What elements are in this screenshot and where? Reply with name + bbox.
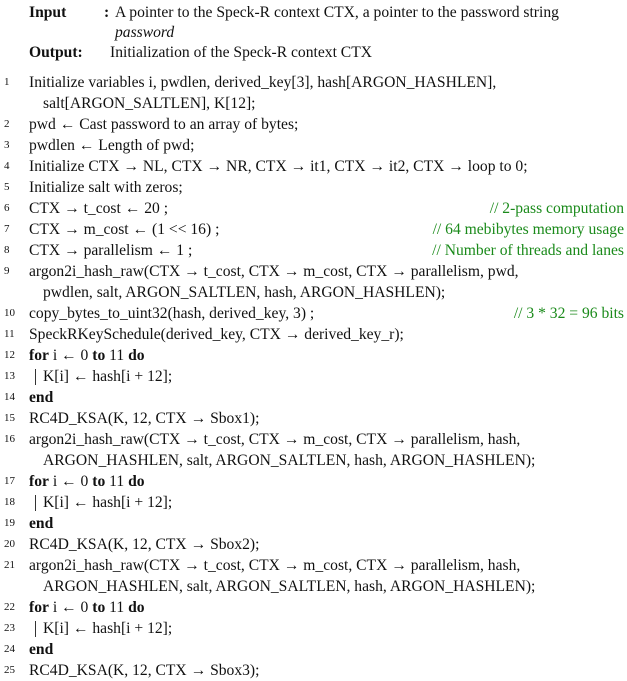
algorithm-line bbox=[0, 618, 627, 639]
input-text-line-1: A pointer to the Speck-R context CTX, a pointer to the password string bbox=[115, 4, 559, 21]
line-number: 3 bbox=[4, 139, 10, 151]
line-code bbox=[43, 282, 445, 303]
line-code bbox=[29, 240, 192, 261]
line-number: 15 bbox=[4, 412, 15, 424]
line-code bbox=[43, 93, 256, 114]
code-text: K[i] ← hash[i + 12]; bbox=[43, 620, 173, 637]
line-number: 13 bbox=[4, 370, 15, 382]
line-code bbox=[29, 597, 145, 618]
line-number: 5 bbox=[4, 181, 10, 193]
line-code bbox=[29, 513, 53, 534]
code-text: argon2i_hash_raw(CTX → t_cost, CTX → m_cost, CTX → parallelism, hash, bbox=[29, 557, 521, 574]
line-number: 14 bbox=[4, 391, 15, 403]
algorithm-line bbox=[0, 387, 627, 408]
code-text: K[i] ← hash[i + 12]; bbox=[43, 494, 173, 511]
output-row bbox=[0, 42, 627, 63]
line-number: 19 bbox=[4, 517, 15, 529]
line-number: 1 bbox=[4, 76, 10, 88]
keyword: for bbox=[29, 473, 49, 490]
algorithm-line bbox=[0, 450, 627, 471]
line-number: 6 bbox=[4, 202, 10, 214]
line-number: 11 bbox=[4, 328, 15, 340]
algorithm-line bbox=[0, 198, 627, 219]
line-comment: // Number of threads and lanes bbox=[432, 242, 624, 259]
code-text: pwdlen, salt, ARGON_SALTLEN, hash, ARGON_HASHLEN); bbox=[43, 284, 446, 301]
code-text: i ← 0 bbox=[48, 473, 93, 490]
block-bar bbox=[35, 369, 36, 385]
line-code bbox=[43, 492, 172, 513]
algorithm-line bbox=[0, 660, 627, 681]
line-number: 17 bbox=[4, 475, 15, 487]
line-code bbox=[43, 618, 172, 639]
algorithm-line bbox=[0, 261, 627, 282]
keyword: end bbox=[29, 389, 54, 406]
code-text: i ← 0 bbox=[48, 347, 93, 364]
line-number: 12 bbox=[4, 349, 15, 361]
line-number: 2 bbox=[4, 118, 10, 130]
line-code bbox=[29, 114, 298, 135]
algorithm-line bbox=[0, 408, 627, 429]
algorithm-line bbox=[0, 240, 627, 261]
line-code bbox=[29, 198, 168, 219]
code-text: RC4D_KSA(K, 12, CTX → Sbox3); bbox=[29, 662, 260, 679]
line-code bbox=[29, 261, 519, 282]
code-text: Initialize variables i, pwdlen, derived_key[3], hash[ARGON_HASHLEN], bbox=[29, 74, 497, 91]
code-text: RC4D_KSA(K, 12, CTX → Sbox1); bbox=[29, 410, 260, 427]
algorithm-line bbox=[0, 282, 627, 303]
code-text: ARGON_HASHLEN, salt, ARGON_SALTLEN, hash, ARGON_HASHLEN); bbox=[43, 578, 536, 595]
output-text: Initialization of the Speck-R context CTX bbox=[110, 44, 372, 61]
algorithm-line bbox=[0, 156, 627, 177]
line-number: 16 bbox=[4, 433, 15, 445]
line-number: 10 bbox=[4, 307, 15, 319]
code-text: 11 bbox=[105, 347, 129, 364]
code-text: SpeckRKeySchedule(derived_key, CTX → derived_key_r); bbox=[29, 326, 404, 343]
algorithm-line bbox=[0, 366, 627, 387]
code-text: argon2i_hash_raw(CTX → t_cost, CTX → m_cost, CTX → parallelism, hash, bbox=[29, 431, 521, 448]
line-code bbox=[29, 429, 520, 450]
line-comment: // 64 mebibytes memory usage bbox=[432, 221, 624, 238]
keyword: to bbox=[92, 473, 106, 490]
line-code bbox=[29, 471, 145, 492]
line-code bbox=[29, 324, 404, 345]
algorithm-line bbox=[0, 492, 627, 513]
block-bar bbox=[35, 621, 36, 637]
output-label: Output: bbox=[29, 44, 83, 61]
algorithm-line bbox=[0, 429, 627, 450]
line-code bbox=[29, 660, 259, 681]
line-code bbox=[43, 366, 172, 387]
code-text: pwd ← Cast password to an array of bytes; bbox=[29, 116, 299, 133]
line-code bbox=[29, 72, 496, 93]
algorithm-line bbox=[0, 324, 627, 345]
algorithm-line bbox=[0, 513, 627, 534]
line-number: 25 bbox=[4, 664, 15, 676]
line-code bbox=[29, 639, 53, 660]
input-row-cont bbox=[0, 22, 627, 43]
keyword: for bbox=[29, 599, 49, 616]
code-text: CTX → parallelism ← 1 ; bbox=[29, 242, 193, 259]
algorithm-line bbox=[0, 576, 627, 597]
code-text: i ← 0 bbox=[48, 599, 93, 616]
code-text: 11 bbox=[105, 599, 129, 616]
code-text: CTX → t_cost ← 20 ; bbox=[29, 200, 169, 217]
line-number: 24 bbox=[4, 643, 15, 655]
algorithm-line bbox=[0, 219, 627, 240]
line-code bbox=[43, 450, 535, 471]
algorithm-line bbox=[0, 471, 627, 492]
line-number: 4 bbox=[4, 160, 10, 172]
line-comment: // 3 * 32 = 96 bits bbox=[513, 305, 624, 322]
keyword: do bbox=[128, 347, 145, 364]
code-text: copy_bytes_to_uint32(hash, derived_key, 3) ; bbox=[29, 305, 315, 322]
algorithm-line bbox=[0, 303, 627, 324]
line-number: 8 bbox=[4, 244, 10, 256]
code-text: pwdlen ← Length of pwd; bbox=[29, 137, 195, 154]
keyword: for bbox=[29, 347, 49, 364]
code-text: 11 bbox=[105, 473, 129, 490]
input-colon: : bbox=[104, 4, 110, 21]
input-row bbox=[0, 2, 627, 23]
code-text: ARGON_HASHLEN, salt, ARGON_SALTLEN, hash, ARGON_HASHLEN); bbox=[43, 452, 536, 469]
line-number: 18 bbox=[4, 496, 15, 508]
line-number: 23 bbox=[4, 622, 15, 634]
line-code bbox=[29, 408, 259, 429]
line-code bbox=[29, 177, 183, 198]
algorithm-line bbox=[0, 345, 627, 366]
algorithm-line bbox=[0, 177, 627, 198]
line-comment: // 2-pass computation bbox=[489, 200, 624, 217]
code-text: argon2i_hash_raw(CTX → t_cost, CTX → m_cost, CTX → parallelism, pwd, bbox=[29, 263, 519, 280]
line-number: 21 bbox=[4, 559, 15, 571]
line-code bbox=[29, 303, 314, 324]
line-code bbox=[43, 576, 535, 597]
algorithm-line bbox=[0, 534, 627, 555]
algorithm-line bbox=[0, 135, 627, 156]
keyword: to bbox=[92, 347, 106, 364]
code-text: K[i] ← hash[i + 12]; bbox=[43, 368, 173, 385]
code-text: Initialize salt with zeros; bbox=[29, 179, 183, 196]
input-text-line-2: password bbox=[115, 24, 175, 41]
code-text: RC4D_KSA(K, 12, CTX → Sbox2); bbox=[29, 536, 260, 553]
line-code bbox=[29, 534, 259, 555]
line-number: 20 bbox=[4, 538, 15, 550]
line-code bbox=[29, 555, 520, 576]
code-text: CTX → m_cost ← (1 << 16) ; bbox=[29, 221, 220, 238]
algorithm-line bbox=[0, 555, 627, 576]
input-label: Input bbox=[29, 4, 67, 21]
code-text: salt[ARGON_SALTLEN], K[12]; bbox=[43, 95, 256, 112]
keyword: end bbox=[29, 641, 54, 658]
keyword: do bbox=[128, 473, 145, 490]
keyword: to bbox=[92, 599, 106, 616]
line-number: 7 bbox=[4, 223, 10, 235]
algorithm-line bbox=[0, 72, 627, 93]
code-text: Initialize CTX → NL, CTX → NR, CTX → it1, CTX → it2, CTX → loop to 0; bbox=[29, 158, 528, 175]
block-bar bbox=[35, 495, 36, 511]
algorithm-line bbox=[0, 639, 627, 660]
keyword: do bbox=[128, 599, 145, 616]
line-code bbox=[29, 387, 53, 408]
line-number: 9 bbox=[4, 265, 10, 277]
line-code bbox=[29, 345, 145, 366]
keyword: end bbox=[29, 515, 54, 532]
algorithm-line bbox=[0, 93, 627, 114]
algorithm-line bbox=[0, 114, 627, 135]
line-code bbox=[29, 219, 219, 240]
line-code bbox=[29, 135, 194, 156]
line-number: 22 bbox=[4, 601, 15, 613]
line-code bbox=[29, 156, 528, 177]
algorithm-line bbox=[0, 597, 627, 618]
